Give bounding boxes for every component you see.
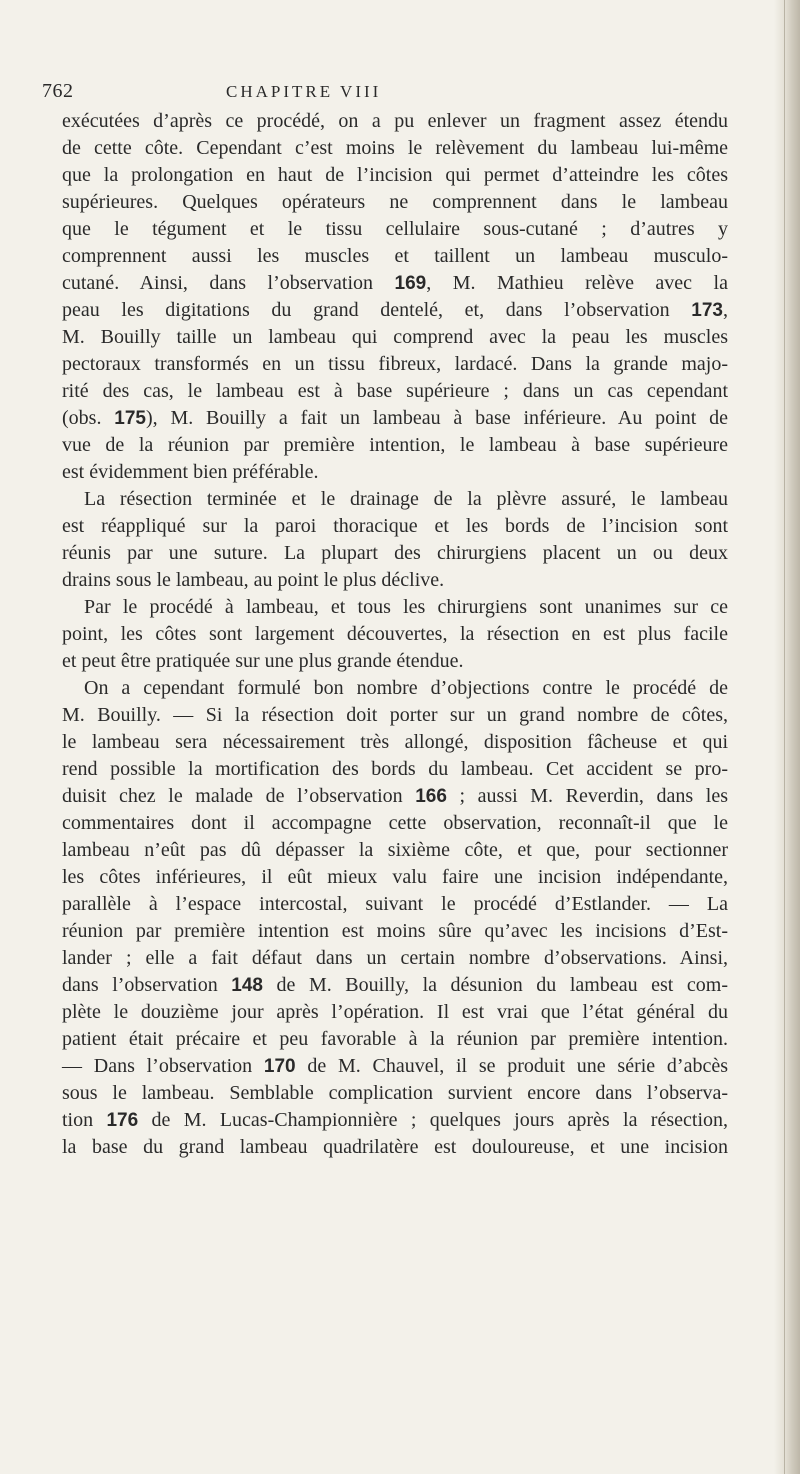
observation-number: 175	[114, 408, 146, 429]
text-line	[62, 999, 728, 1026]
text-segment: peau les digitations du grand dentelé, et, dans l’observation	[62, 299, 692, 321]
text-line	[62, 945, 728, 972]
text-line	[62, 405, 728, 432]
text-line	[62, 324, 728, 351]
text-segment: lambeau n’eût pas dû dépasser la sixième côte, et que, pour sectionner	[62, 839, 728, 861]
text-segment: réunis par une suture. La plupart des chirurgiens placent un ou deux	[62, 542, 728, 564]
text-segment: La résection terminée et le drainage de la plèvre assuré, le lambeau	[84, 488, 728, 510]
text-line	[62, 594, 728, 621]
text-segment: que le tégument et le tissu cellulaire sous-cutané ; d’autres y	[62, 218, 728, 240]
text-line	[62, 1107, 728, 1134]
text-segment: que la prolongation en haut de l’incision qui permet d’atteindre les côtes	[62, 164, 728, 186]
text-line	[62, 1080, 728, 1107]
text-segment: drains sous le lambeau, au point le plus déclive.	[62, 569, 445, 591]
text-segment: rité des cas, le lambeau est à base supérieure ; dans un cas cependant	[62, 380, 728, 402]
text-segment: Par le procédé à lambeau, et tous les chirurgiens sont unanimes sur ce	[84, 596, 728, 618]
observation-number: 173	[691, 300, 723, 321]
text-segment: est évidemment bien préférable.	[62, 461, 319, 483]
text-line	[62, 216, 728, 243]
text-line	[62, 621, 728, 648]
text-segment: plète le douzième jour après l’opération. Il est vrai que l’état général du	[62, 1001, 728, 1023]
text-line	[62, 918, 728, 945]
observation-number: 148	[231, 975, 263, 996]
observation-number: 176	[106, 1110, 139, 1131]
text-line	[62, 891, 728, 918]
page-header	[42, 80, 742, 108]
text-line	[62, 1053, 728, 1080]
text-segment: sous le lambeau. Semblable complication survient encore dans l’observa-	[62, 1082, 728, 1104]
text-segment: parallèle à l’espace intercostal, suivant le procédé d’Estlander. — La	[62, 893, 728, 915]
text-segment: tion	[62, 1109, 107, 1131]
text-line	[62, 486, 728, 513]
observation-number: 170	[263, 1056, 296, 1077]
text-line	[62, 243, 728, 270]
text-line	[62, 351, 728, 378]
text-line	[62, 675, 728, 702]
text-segment: réunion par première intention est moins sûre qu’avec les incisions d’Est-	[62, 920, 728, 942]
text-segment: de M. Lucas-Championnière ; quelques jours après la résection,	[138, 1109, 728, 1131]
text-segment: dans l’observation	[62, 974, 232, 996]
text-segment: comprennent aussi les muscles et taillent un lambeau musculo-	[62, 245, 728, 267]
text-line	[62, 513, 728, 540]
observation-number: 166	[415, 786, 447, 807]
text-segment: pectoraux transformés en un tissu fibreux, lardacé. Dans la grande majo-	[62, 353, 728, 375]
text-segment: M. Bouilly taille un lambeau qui comprend avec la peau les muscles	[62, 326, 728, 348]
body-text	[62, 108, 728, 1161]
text-segment: patient était précaire et peu favorable à la réunion par première intention.	[62, 1028, 728, 1050]
text-segment: de cette côte. Cependant c’est moins le relèvement du lambeau lui-même	[62, 137, 728, 159]
page-number: 762	[42, 80, 74, 102]
text-segment: ,	[723, 299, 728, 321]
text-line	[62, 270, 728, 297]
observation-number: 169	[394, 273, 427, 294]
text-line	[62, 297, 728, 324]
text-line	[62, 783, 728, 810]
text-line	[62, 459, 728, 486]
text-segment: — Dans l’observation	[62, 1055, 264, 1077]
text-segment: point, les côtes sont largement découvertes, la résection en est plus facile	[62, 623, 728, 645]
text-line	[62, 756, 728, 783]
text-segment: exécutées d’après ce procédé, on a pu enlever un fragment assez étendu	[62, 110, 728, 132]
text-segment: et peut être pratiquée sur une plus grande étendue.	[62, 650, 464, 672]
text-segment: On a cependant formulé bon nombre d’objections contre le procédé de	[84, 677, 728, 699]
text-segment: ), M. Bouilly a fait un lambeau à base inférieure. Au point de	[145, 407, 728, 429]
text-segment: cutané. Ainsi, dans l’observation	[62, 272, 395, 294]
text-line	[62, 378, 728, 405]
text-line	[62, 972, 728, 999]
text-line	[62, 162, 728, 189]
text-line	[62, 135, 728, 162]
text-segment: ; aussi M. Reverdin, dans les	[446, 785, 728, 807]
text-segment: M. Bouilly. — Si la résection doit porter sur un grand nombre de côtes,	[62, 704, 728, 726]
text-line	[62, 729, 728, 756]
text-line	[62, 540, 728, 567]
text-line	[62, 189, 728, 216]
text-segment: , M. Mathieu relève avec la	[426, 272, 728, 294]
text-line	[62, 837, 728, 864]
text-line	[62, 864, 728, 891]
text-segment: de M. Bouilly, la désunion du lambeau est com-	[263, 974, 729, 996]
page-edge-shadow	[774, 0, 800, 1474]
text-segment: commentaires dont il accompagne cette observation, reconnaît-il que le	[62, 812, 728, 834]
text-segment: la base du grand lambeau quadrilatère est douloureuse, et une incision	[62, 1136, 728, 1158]
text-segment: vue de la réunion par première intention, le lambeau à base supérieure	[62, 434, 728, 456]
text-segment: le lambeau sera nécessairement très allongé, disposition fâcheuse et qui	[62, 731, 728, 753]
text-segment: est réappliqué sur la paroi thoracique et les bords de l’incision sont	[62, 515, 728, 537]
text-line	[62, 108, 728, 135]
text-segment: lander ; elle a fait défaut dans un certain nombre d’observations. Ainsi,	[62, 947, 728, 969]
text-line	[62, 567, 728, 594]
text-segment: les côtes inférieures, il eût mieux valu faire une incision indépendante,	[62, 866, 728, 888]
text-line	[62, 648, 728, 675]
text-line	[62, 1134, 728, 1161]
text-line	[62, 810, 728, 837]
text-segment: supérieures. Quelques opérateurs ne comprennent dans le lambeau	[62, 191, 728, 213]
text-segment: duisit chez le malade de l’observation	[62, 785, 416, 807]
text-line	[62, 432, 728, 459]
text-line	[62, 1026, 728, 1053]
text-segment: (obs.	[62, 407, 115, 429]
running-head: CHAPITRE VIII	[226, 82, 382, 101]
text-line	[62, 702, 728, 729]
text-segment: rend possible la mortification des bords du lambeau. Cet accident se pro-	[62, 758, 728, 780]
text-segment: de M. Chauvel, il se produit une série d’abcès	[295, 1055, 728, 1077]
